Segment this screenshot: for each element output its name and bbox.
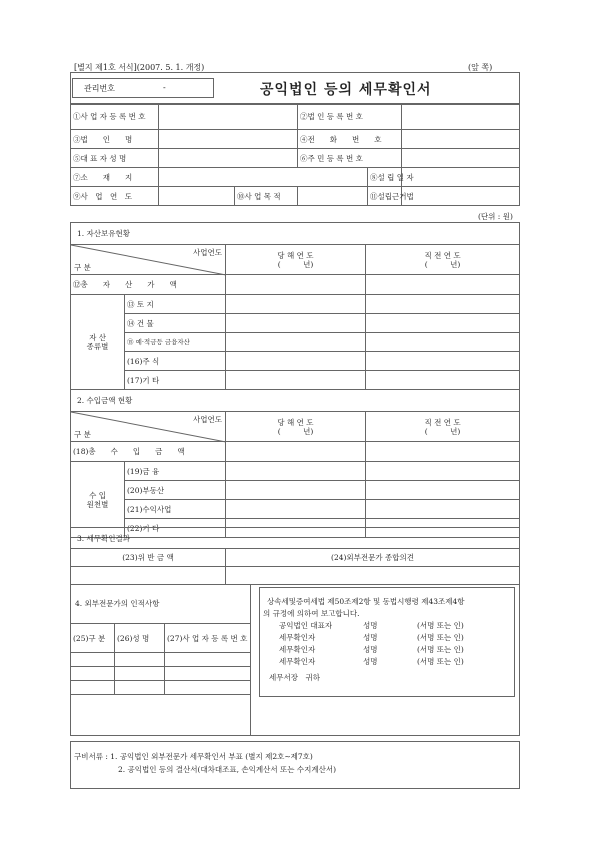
phone-value[interactable]	[402, 130, 520, 149]
expert-col-name: (26)성 명	[115, 624, 165, 653]
asset-item-label: ⑮ 예·적금등 금융자산	[125, 333, 226, 352]
asset-type-group-label	[71, 295, 125, 390]
signer-name-label: 성명	[363, 621, 378, 630]
income-item-prev[interactable]	[366, 462, 520, 481]
expert-col-biz-no: (27)사 업 자 등 록 번 호	[165, 624, 251, 653]
income-current-year-header	[226, 412, 366, 442]
signer-name-label: 성명	[363, 645, 378, 654]
income-section-title: 2. 수입금액 현황	[71, 390, 520, 412]
addressee: 세무서장 귀하	[269, 673, 320, 682]
assets-current-year-header	[226, 245, 366, 275]
asset-item-label: (16)주 식	[125, 352, 226, 371]
assets-prev-year-paren: ( 년)	[424, 259, 461, 269]
corp-name-value[interactable]	[159, 130, 298, 149]
income-item-label: (22)기 타	[125, 519, 226, 538]
income-year-label: 사업연도	[193, 415, 222, 424]
violation-amount-value[interactable]	[71, 567, 226, 585]
expert-row-cell[interactable]	[165, 681, 251, 695]
expert-opinion-value[interactable]	[226, 567, 520, 585]
income-prev-year-label: 직 전 연 도	[424, 417, 461, 427]
expert-row-cell[interactable]	[115, 681, 165, 695]
signer-sign: (서명 또는 인)	[417, 621, 464, 630]
biz-reg-no-value[interactable]	[159, 104, 298, 130]
asset-item-prev[interactable]	[366, 295, 520, 314]
experts-declaration-table	[70, 584, 520, 736]
total-assets-label: ⑫총 자 산 가 액	[71, 275, 226, 295]
asset-item-label: ⑬ 토 지	[125, 295, 226, 314]
asset-item-current[interactable]	[226, 333, 366, 352]
resident-no-value[interactable]	[402, 149, 520, 168]
experts-table	[70, 623, 251, 695]
expert-row-cell[interactable]	[165, 653, 251, 667]
declaration-cell	[251, 585, 520, 736]
expert-col-category: (25)구 분	[71, 624, 115, 653]
income-item-current[interactable]	[226, 462, 366, 481]
form-number: [별지 제1호 서식](2007. 5. 1. 개정)	[74, 63, 205, 72]
asset-item-current[interactable]	[226, 295, 366, 314]
income-prev-year-header	[366, 412, 520, 442]
asset-item-prev[interactable]	[366, 352, 520, 371]
income-item-prev[interactable]	[366, 500, 520, 519]
signer-sign: (서명 또는 인)	[417, 633, 464, 642]
total-income-current[interactable]	[226, 442, 366, 462]
total-assets-prev[interactable]	[366, 275, 520, 295]
asset-item-current[interactable]	[226, 352, 366, 371]
assets-income-table	[70, 222, 520, 538]
asset-item-prev[interactable]	[366, 314, 520, 333]
address-label: ⑦소 재 지	[71, 168, 159, 187]
asset-item-prev[interactable]	[366, 371, 520, 390]
asset-item-label: (17)기 타	[125, 371, 226, 390]
asset-item-label: ⑭ 건 물	[125, 314, 226, 333]
declaration-line1: 상속세및증여세법 제50조제2항 및 동법시행령 제43조제4항	[267, 597, 465, 606]
assets-year-label: 사업연도	[193, 248, 222, 257]
income-current-year-label: 당 해 연 도	[277, 417, 314, 427]
declaration-line2: 의 규정에 의하여 보고합니다.	[263, 609, 360, 618]
management-number-value: -	[163, 83, 166, 92]
income-current-year-paren: ( 년)	[277, 426, 314, 436]
signer-sign: (서명 또는 인)	[417, 657, 464, 666]
biz-year-value[interactable]	[159, 187, 235, 206]
asset-type-group-line1: 자 산	[89, 333, 106, 342]
total-income-label: (18)총 수 입 금 액	[71, 442, 226, 462]
expert-row-cell[interactable]	[165, 667, 251, 681]
result-table	[70, 527, 520, 585]
corp-reg-no-label: ②법 인 등 록 번 호	[298, 104, 402, 130]
biz-purpose-label: ⑩사 업 목 적	[235, 187, 298, 206]
income-item-current[interactable]	[226, 481, 366, 500]
experts-section-title: 4. 외부전문가의 인적사항	[75, 599, 160, 608]
basic-info-table	[70, 103, 520, 206]
attachments-line1: 구비서류 : 1. 공익법인 외부전문가 세무확인서 부표 (별지 제2호∼제7호)	[74, 752, 313, 761]
management-number-label: 관리번호	[84, 84, 115, 93]
expert-row-cell[interactable]	[115, 667, 165, 681]
income-prev-year-paren: ( 년)	[424, 426, 461, 436]
asset-type-group-line2: 종류별	[86, 342, 109, 351]
expert-row-cell[interactable]	[115, 653, 165, 667]
biz-purpose-value[interactable]	[298, 187, 368, 206]
rep-name-value[interactable]	[159, 149, 298, 168]
total-income-prev[interactable]	[366, 442, 520, 462]
total-assets-current[interactable]	[226, 275, 366, 295]
assets-section-title: 1. 자산보유현황	[71, 223, 520, 245]
expert-row-cell[interactable]	[71, 653, 115, 667]
rep-name-label: ⑤대 표 자 성 명	[71, 149, 159, 168]
asset-item-current[interactable]	[226, 371, 366, 390]
experts-cell	[71, 585, 251, 736]
signer-sign: (서명 또는 인)	[417, 645, 464, 654]
signer-role: 공익법인 대표자	[279, 621, 333, 630]
corp-reg-no-value[interactable]	[402, 104, 520, 130]
assets-prev-year-header	[366, 245, 520, 275]
signer-role: 세무확인자	[279, 633, 316, 642]
corp-name-label: ③법 인 명	[71, 130, 159, 149]
income-item-prev[interactable]	[366, 481, 520, 500]
assets-category-label: 구 분	[74, 263, 91, 272]
signer-role: 세무확인자	[279, 657, 316, 666]
assets-header-corner	[71, 245, 226, 275]
est-basis-label: ⑪설립근거법	[368, 187, 402, 206]
attachments-line2: 2. 공익법인 등의 결산서(대차대조표, 손익계산서 또는 수지계산서)	[118, 765, 337, 774]
resident-no-label: ⑥주 민 등 록 번 호	[298, 149, 402, 168]
assets-prev-year-label: 직 전 연 도	[424, 250, 461, 260]
income-item-label: (20)부동산	[125, 481, 226, 500]
signer-row	[279, 633, 509, 645]
biz-reg-no-label: ①사 업 자 등 록 번 호	[71, 104, 159, 130]
income-item-label: (21)수익사업	[125, 500, 226, 519]
signer-list	[279, 621, 509, 669]
income-header-corner	[71, 412, 226, 442]
violation-amount-label: (23)위 반 금 액	[71, 549, 226, 567]
est-date-label: ⑧설 립 일 자	[368, 168, 402, 187]
income-item-current[interactable]	[226, 500, 366, 519]
phone-label: ④전 화 번 호	[298, 130, 402, 149]
page-side-label: (앞 쪽)	[468, 63, 493, 72]
expert-row-cell[interactable]	[71, 667, 115, 681]
expert-opinion-label: (24)외부전문가 종합의견	[226, 549, 520, 567]
est-date-value[interactable]	[402, 168, 520, 187]
signer-role: 세무확인자	[279, 645, 316, 654]
income-source-group-line1: 수 입	[89, 490, 106, 500]
signer-name-label: 성명	[363, 633, 378, 642]
income-item-label: (19)금 융	[125, 462, 226, 481]
assets-current-year-paren: ( 년)	[277, 259, 314, 269]
income-source-group-line2: 원천별	[86, 499, 109, 509]
unit-label: (단위 : 원)	[478, 212, 513, 221]
income-category-label: 구 분	[74, 430, 91, 439]
expert-row-cell[interactable]	[71, 681, 115, 695]
page-title: 공익법인 등의 세무확인서	[260, 82, 432, 98]
biz-year-label: ⑨사 업 연 도	[71, 187, 159, 206]
assets-current-year-label: 당 해 연 도	[277, 250, 314, 260]
signer-row	[279, 645, 509, 657]
signer-row	[279, 621, 509, 633]
asset-item-prev[interactable]	[366, 333, 520, 352]
signer-row	[279, 657, 509, 669]
asset-item-current[interactable]	[226, 314, 366, 333]
signer-name-label: 성명	[363, 657, 378, 666]
result-section-title: 3. 세무확인결과	[71, 528, 520, 549]
est-basis-value[interactable]	[402, 187, 520, 206]
address-value[interactable]	[159, 168, 368, 187]
